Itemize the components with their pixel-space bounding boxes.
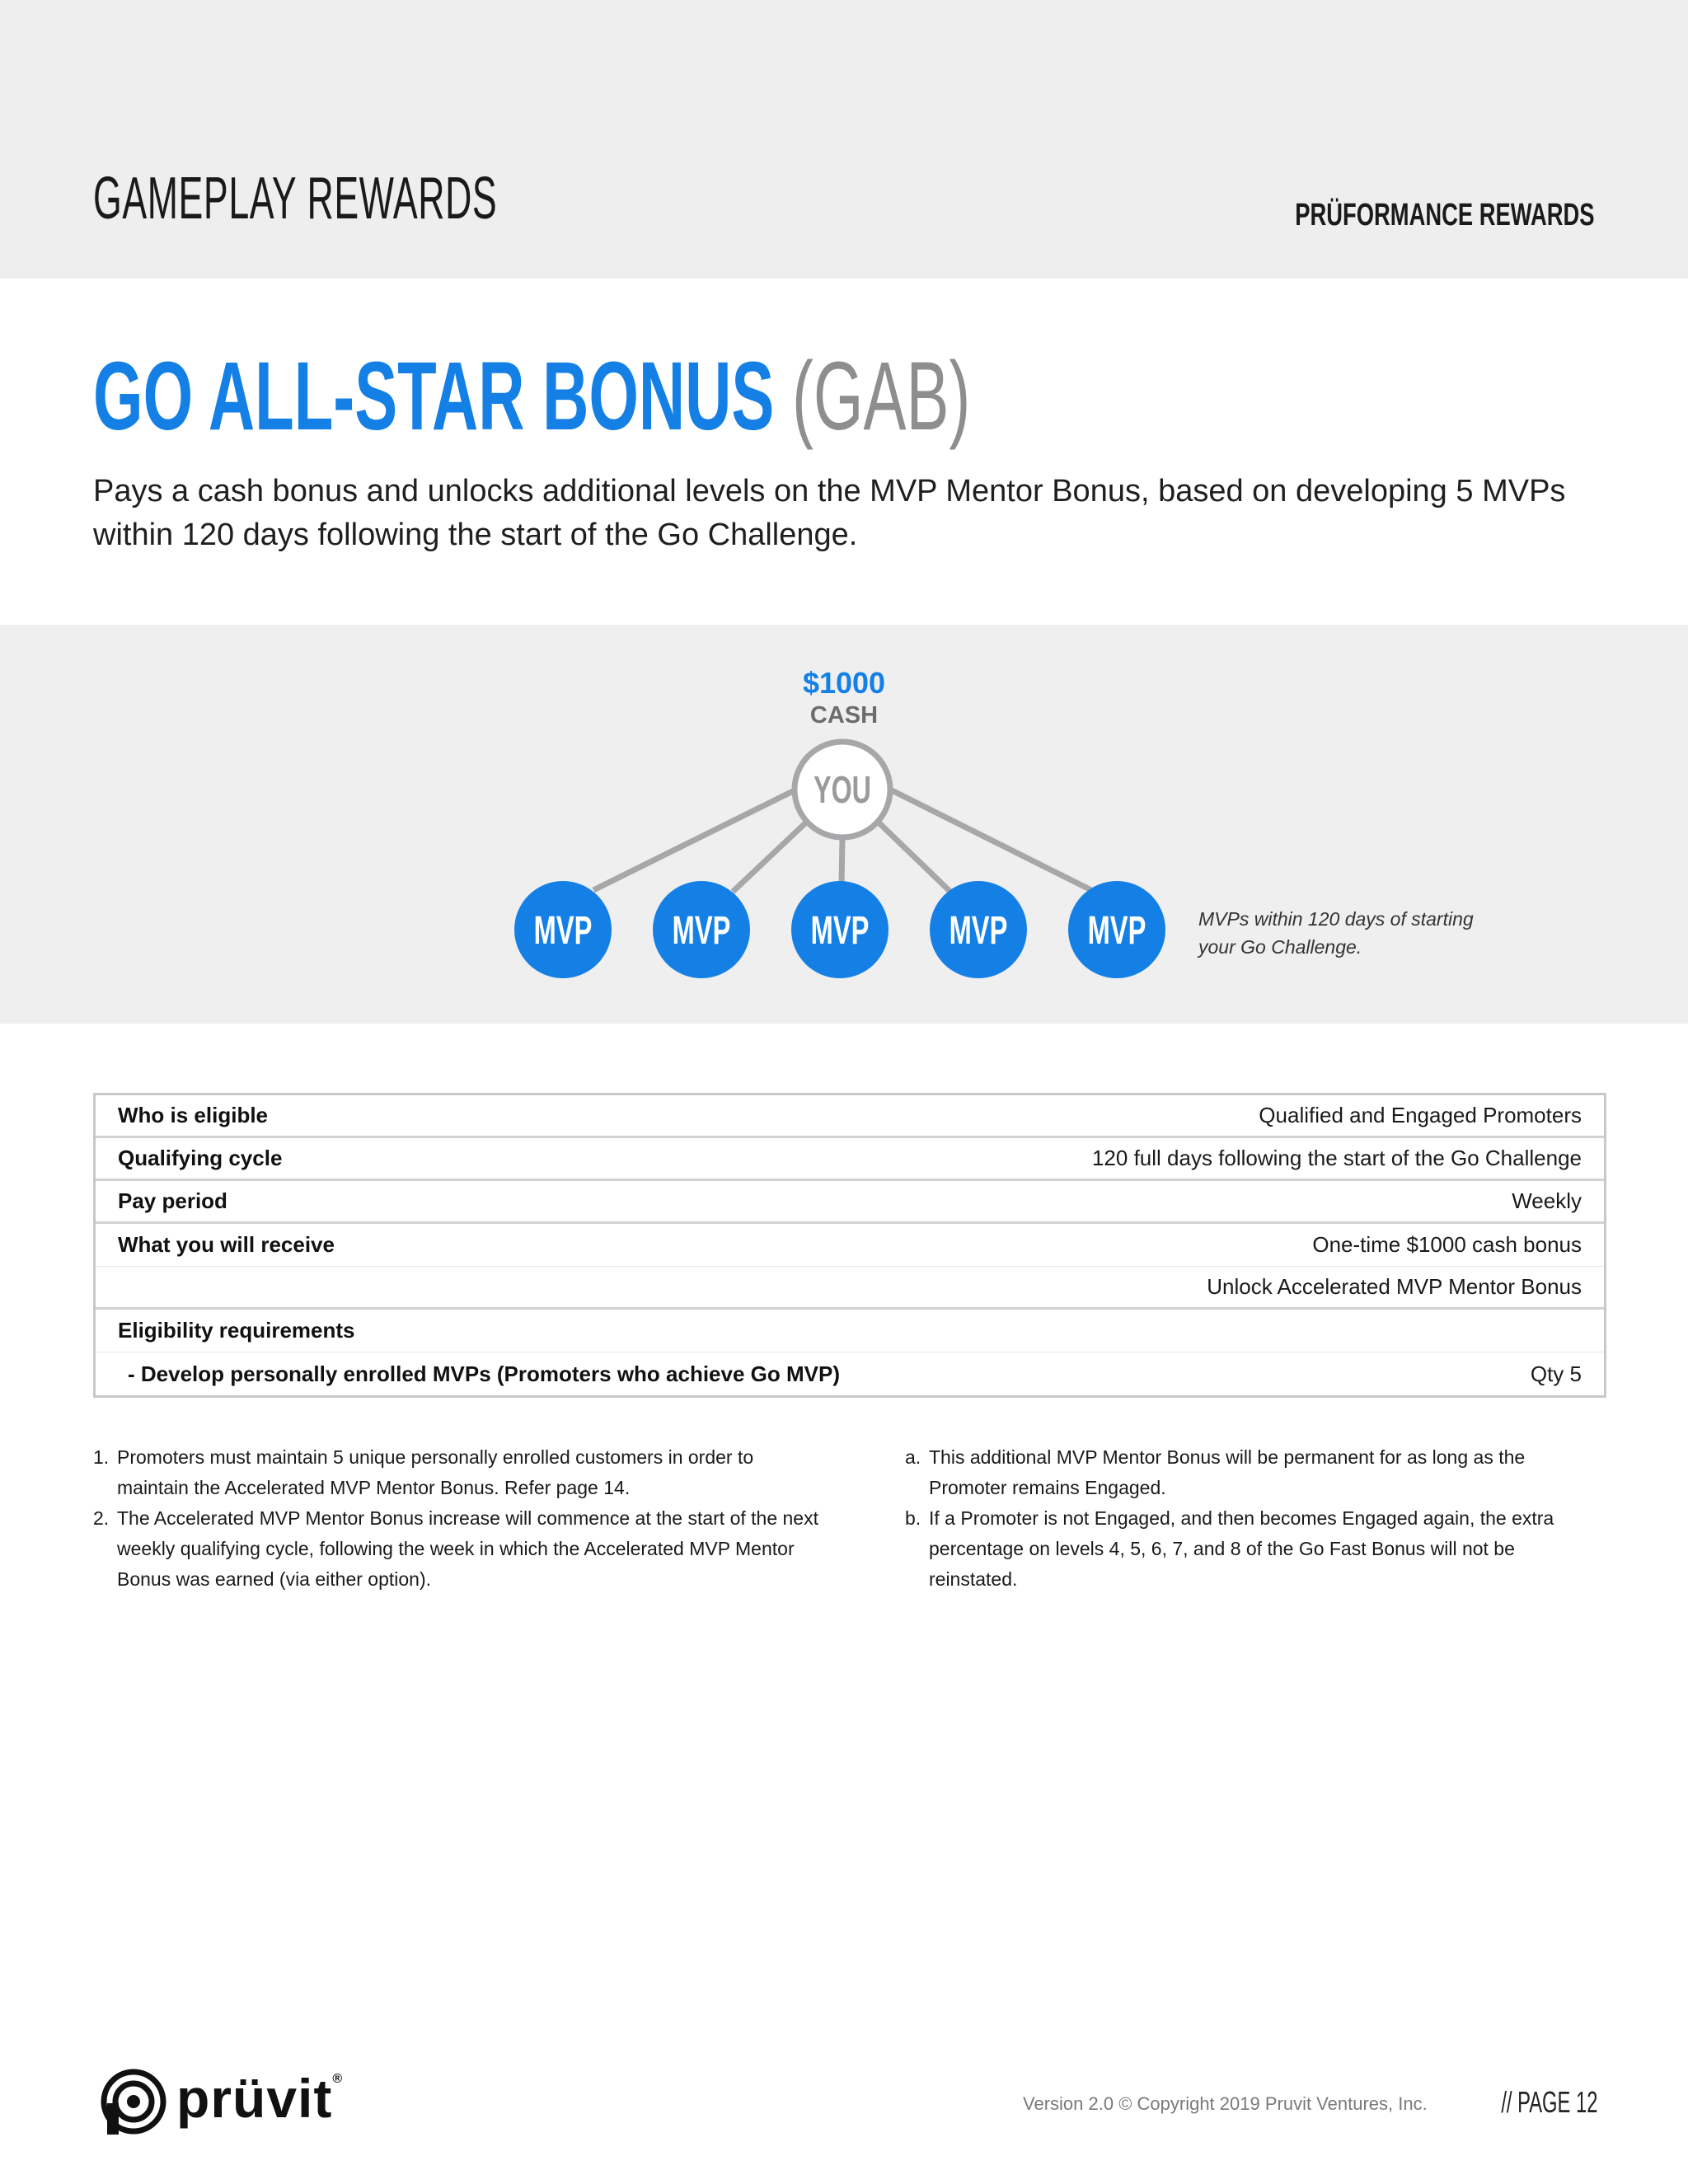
cash-label: CASH bbox=[809, 702, 879, 729]
details-row bbox=[96, 1310, 1604, 1352]
details-row-label: What you will receive bbox=[118, 1232, 335, 1257]
mvp-node-label: MVP bbox=[672, 907, 731, 953]
details-row-label: Qualifying cycle bbox=[118, 1146, 283, 1170]
footnote bbox=[93, 1503, 818, 1595]
details-row bbox=[96, 1138, 1604, 1181]
logo-wordmark: prüvit bbox=[176, 2068, 333, 2129]
cash-amount: $1000 bbox=[802, 666, 886, 700]
details-row bbox=[96, 1352, 1604, 1395]
pruvit-logo-icon bbox=[99, 2067, 168, 2136]
footnote-marker: 2. bbox=[93, 1507, 110, 1529]
bonus-title-abbreviation: (GAB) bbox=[791, 342, 971, 451]
bonus-diagram bbox=[0, 625, 1688, 1024]
pruvit-logo-text bbox=[176, 2067, 343, 2130]
mvp-node-label: MVP bbox=[533, 907, 593, 953]
footnote-text: The Accelerated MVP Mentor Bonus increase will commence at the start of the next weekly qualifying cycle, following the week in which the Accelerated MVP Mentor Bonus was earned (via either option). bbox=[117, 1507, 818, 1590]
details-row bbox=[96, 1181, 1604, 1224]
details-row-value: Qualified and Engaged Promoters bbox=[1259, 1103, 1582, 1127]
you-node-label: YOU bbox=[814, 769, 871, 812]
details-row-value: One-time $1000 cash bonus bbox=[1312, 1232, 1582, 1257]
mvp-node-label: MVP bbox=[810, 907, 870, 953]
connector-line bbox=[877, 821, 950, 892]
diagram-note: MVPs within 120 days of starting your Go Challenge. bbox=[1198, 908, 1474, 958]
bonus-description: Pays a cash bonus and unlocks additional levels on the MVP Mentor Bonus, based on developing 5 MVPs within 120 days following the start of the Go Challenge. bbox=[93, 474, 1566, 552]
footnote-marker: 1. bbox=[93, 1446, 110, 1468]
connector-line bbox=[733, 821, 808, 892]
bonus-title bbox=[93, 342, 971, 451]
mvp-node-label: MVP bbox=[1087, 907, 1146, 953]
footnote-text: This additional MVP Mentor Bonus will be permanent for as long as the Promoter remains Engaged. bbox=[929, 1446, 1526, 1498]
brand-tag: PRÜFORMANCE REWARDS bbox=[1295, 198, 1595, 232]
registered-mark: ® bbox=[332, 2072, 344, 2086]
details-row-value: Weekly bbox=[1512, 1188, 1582, 1213]
details-row-value: Qty 5 bbox=[1530, 1361, 1582, 1386]
lettered-notes bbox=[905, 1442, 1581, 1595]
connector-line bbox=[593, 790, 796, 890]
details-row-label: - Develop personally enrolled MVPs (Promoters who achieve Go MVP) bbox=[128, 1361, 840, 1386]
details-row-value: 120 full days following the start of the Go Challenge bbox=[1091, 1146, 1582, 1170]
footnote bbox=[905, 1442, 1581, 1503]
footnote bbox=[905, 1503, 1581, 1595]
details-row bbox=[96, 1095, 1604, 1138]
details-row-label: Pay period bbox=[118, 1188, 227, 1213]
mvp-node bbox=[514, 881, 612, 978]
copyright: Version 2.0 © Copyright 2019 Pruvit Ventures, Inc. bbox=[1023, 2093, 1428, 2114]
details-row-value: Unlock Accelerated MVP Mentor Bonus bbox=[1207, 1274, 1582, 1299]
mvp-node bbox=[930, 881, 1027, 978]
mvp-node bbox=[1068, 881, 1165, 978]
page-number: // PAGE 12 bbox=[1500, 2085, 1597, 2119]
mvp-node-group bbox=[514, 881, 1165, 978]
you-node bbox=[795, 742, 890, 837]
details-row-label: Who is eligible bbox=[118, 1103, 269, 1127]
details-row-label: Eligibility requirements bbox=[118, 1318, 355, 1343]
section-title: GAMEPLAY REWARDS bbox=[93, 166, 498, 232]
footnote bbox=[93, 1442, 818, 1503]
footnote-marker: a. bbox=[905, 1446, 921, 1468]
details-row bbox=[96, 1267, 1604, 1310]
mvp-node bbox=[653, 881, 750, 978]
mvp-node-label: MVP bbox=[949, 907, 1008, 953]
footnote-text: If a Promoter is not Engaged, and then becomes Engaged again, the extra percentage on levels 4, 5, 6, 7, and 8 of the Go Fast Bonus will not be reinstated. bbox=[929, 1507, 1554, 1590]
mvp-node bbox=[791, 881, 889, 978]
details-row bbox=[96, 1224, 1604, 1267]
connector-line bbox=[890, 790, 1091, 890]
footnote-marker: b. bbox=[905, 1507, 921, 1529]
details-table bbox=[93, 1093, 1606, 1398]
footnote-text: Promoters must maintain 5 unique personally enrolled customers in order to maintain the Accelerated MVP Mentor Bonus. Refer page 14. bbox=[117, 1446, 754, 1498]
bonus-title-main: GO ALL-STAR BONUS bbox=[93, 342, 775, 451]
numbered-notes bbox=[93, 1442, 818, 1595]
page-header bbox=[0, 0, 1688, 279]
